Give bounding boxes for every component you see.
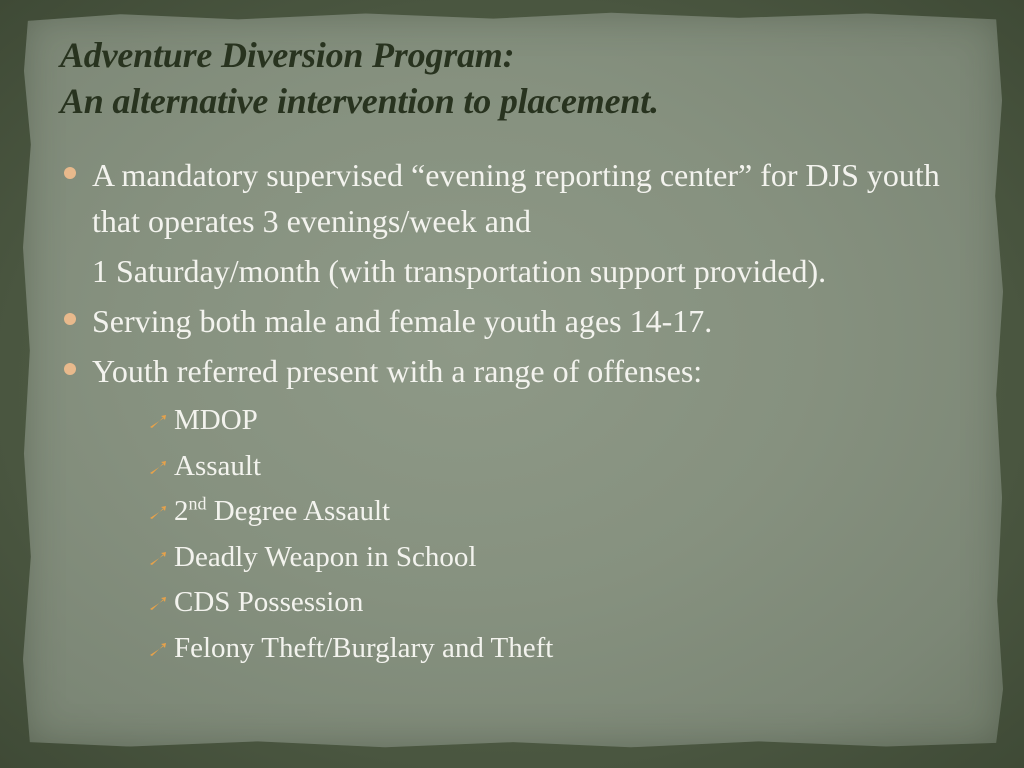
bullet-dot-icon — [64, 363, 76, 375]
bullet-item-offenses — [62, 348, 982, 394]
bullet-text: A mandatory supervised “evening reporting center” for DJS youth that operates 3 evenings/week and — [92, 157, 940, 239]
bullet-continuation: 1 Saturday/month (with transportation support provided). — [92, 253, 827, 289]
offense-item — [148, 580, 982, 626]
arrow-bullet-icon — [148, 411, 168, 431]
offense-item — [148, 489, 982, 535]
offense-list — [62, 398, 982, 671]
slide-body — [62, 152, 982, 671]
offense-text: Felony Theft/Burglary and Theft — [174, 631, 554, 664]
title-line-1: Adventure Diversion Program: — [60, 35, 515, 75]
arrow-bullet-icon — [148, 593, 168, 613]
bullet-dot-icon — [64, 313, 76, 325]
offense-item — [148, 398, 982, 444]
bullet-item-ages — [62, 298, 982, 344]
arrow-bullet-icon — [148, 548, 168, 568]
bullet-dot-icon — [64, 167, 76, 179]
offense-superscript: nd — [188, 493, 207, 514]
offense-text: Assault — [174, 449, 261, 482]
offense-text: CDS Possession — [174, 586, 364, 618]
offense-text: MDOP — [174, 404, 258, 436]
offense-prefix: 2 — [174, 495, 189, 527]
arrow-bullet-icon — [148, 502, 168, 522]
offense-item — [148, 535, 982, 581]
arrow-bullet-icon — [148, 457, 168, 477]
bullet-text: Serving both male and female youth ages 14-17. — [92, 303, 713, 339]
offense-item — [148, 444, 982, 490]
bullet-text: Youth referred present with a range of offenses: — [92, 353, 703, 389]
offense-text: Degree Assault — [206, 495, 391, 527]
bullet-item-program — [62, 152, 982, 244]
title-line-2: An alternative intervention to placement. — [60, 81, 659, 121]
arrow-bullet-icon — [148, 639, 168, 659]
slide-title — [60, 32, 980, 124]
offense-item — [148, 626, 982, 672]
offense-text: Deadly Weapon in School — [174, 540, 477, 573]
